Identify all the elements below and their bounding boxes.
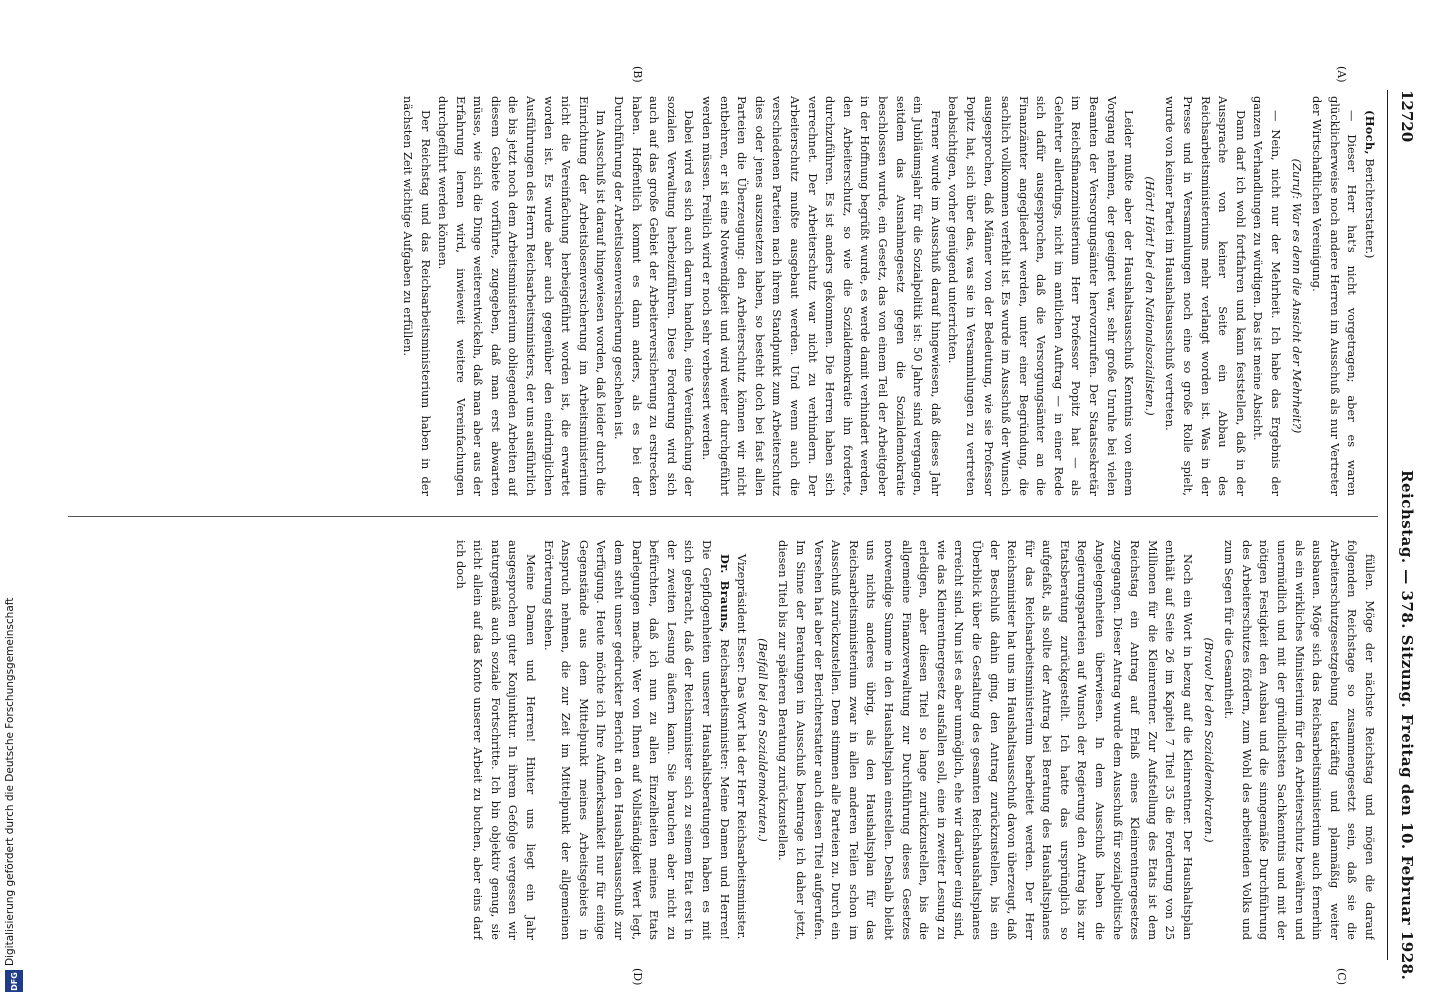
paragraph-text: Dann darf ich wohl fortfahren und kann feststellen, daß in der Aussprache von keiner Seite ein Abbau des Reichsarbeitsministeriums mehr verlangt worden ist. Was in der Presse und in Versammlungen noch eine so große Rolle spielt, wurde von keiner Partei im Haushaltsausschuß vertreten. [1163,96,1248,496]
interjection: (Bravo! bei den Sozialdemokraten.) [1201,637,1216,843]
digitization-note-strip [0,0,30,1000]
paragraph-text: Leider mußte aber der Haushaltsausschuß Kenntnis von einem Vorgang nehmen, der geeignet war, sehr große Unruhe bei vielen Beamten der Versorgungsämter hervorzurufen. Der Staatssekretär im Reichsfinanzministerium Herr Professor Popitz hat — als Gelehrter allerdings, nicht im amtlichen Auftrag — in einer Rede sich dafür ausgesprochen, daß die Versorgungsämter an die Finanzämter angegliedert werden, unter einer Begründung, die sachlich vollkommen verfehlt ist. Es wurde im Ausschuß der Wunsch ausgesprochen, daß Männer von der Bedeutung, wie sie Professor Popitz hat, sich über das, was sie in Versammlungen zu vertreten beabsichtigen, vorher genügend unterrichten. [946,96,1137,496]
paragraph-text: Dabei wird es sich auch darum handeln, eine Vereinfachung der sozialen Verwaltung herbeizuführen. Diese Forderung wird sich auch auf das große Gebiet der Arbeiterversicherung zu erstrecken haben. Hoffentlich kommt es dann anders, als es bei der Durchführung der Arbeitslosenversicherung geschehen ist. [612,96,697,496]
paragraph-text: — Dieser Herr hat's nicht vorgetragen; aber es waren glücklicherweise noch andere Herren im Ausschuß als nur Vertreter der Wirtschaftlichen Vereinigung. [1310,96,1360,496]
paragraph-text: Der Reichstag und das Reichsarbeitsministerium haben in der nächsten Zeit wichtige Aufgaben zu erfüllen. [400,96,433,496]
paragraph [539,540,733,940]
paragraph [398,96,433,496]
paragraph [451,540,539,940]
paragraph [434,96,610,496]
paragraph-text: füllen. Möge der nächste Reichstag und mögen die darauf folgenden Reichstage so zusammengesetzt sein, daß sie die Arbeiterschutzgesetzgebung tatkräftig und planmäßig weiter ausbauen. Möge sich das Reichsarbeitsministerium auch fernerhin als ein wirkliches Ministerium für den Arbeiterschutz bewähren und unermüdlich und mit der gründlichsten Sachkenntnis und mit der nötigen Festigkeit den Ausbau und die sinngemäße Durchführung des Arbeiterschutzes fördern, zum Wohl des arbeitenden Volks und zum Segen für die Gesamtheit. [1222,540,1377,940]
paragraph [1360,96,1378,496]
margin-marker-c: (C) [1335,968,1348,985]
paragraph [1308,96,1361,496]
running-title: Reichstag. — 378. Sitzung. Freitag den 10. Februar 1928. [1398,470,1416,981]
column-divider [68,516,1378,517]
paragraph-text: Ferner wurde im Ausschuß darauf hingewiesen, daß dieses Jahr ein Jubiläumsjahr für die Sozialpolitik ist: 50 Jahre sind vergangen, seitdem das Ausnahmegesetz gegen die Sozialdemokratie beschlossen wurde, ein Gesetz, das von einem Teil der Arbeitgeber in der Hoffnung begrüßt wurde, es werde damit verhindert werden, den Arbeiterschutz, so wie die Sozialdemokratie ihn forderte, durchzuführen. Es ist anders gekommen. Die Herren haben sich verrechnet. Der Arbeiterschutz war nicht zu verhindern. Der Arbeiterschutz mußte ausgebaut werden. Und wenn auch die verschiedenen Parteien nach ihrem Standpunkt zum Arbeiterschutz dies oder jenes auszusetzen haben, so besteht doch bei fast allen Parteien die Überzeugung: den Arbeiterschutz können wir nicht entbehren, er ist eine Notwendigkeit und wird weiter durchgeführt werden müssen. Freilich wird er noch sehr verbessert werden. [700,96,943,496]
paragraph [609,96,697,496]
scanned-page [30,0,1434,1000]
paragraph [1220,540,1378,940]
margin-marker-d: (D) [631,968,644,986]
dfg-logo-text: DFG [9,971,19,991]
margin-marker-a: (A) [1335,66,1348,83]
paragraph [944,96,1138,496]
paragraph [1249,96,1284,496]
paragraph-text: Reichsarbeitsminister: Meine Damen und Herren! Die Gepflogenheiten unserer Haushaltsberatungen haben es mit sich gebracht, daß der Reichsminister sich zu seinem Etat erst in der zweiten Lesung äußern kann. Sie brauchen aber nicht zu befürchten, daß ich nun zu allen Einzelheiten meines Etats Darlegungen mache. Wer von Ihnen auf Vollständigkeit Wert legt, dem steht unser gedruckter Bericht an den Haushaltsausschuß zur Verfügung. Heute möchte ich Ihre Aufmerksamkeit nur für einige Gegenstände aus dem Mittelpunkt meines Arbeitsgebiets in Anspruch nehmen, die zur Zeit im Mittelpunkt der allgemeinen Erörterung stehen. [541,540,732,940]
dfg-logo [5,970,23,992]
speaker-name: Dr. Brauns, [717,554,732,633]
paragraph-text: Im Ausschuß ist darauf hingewiesen worden, daß leider durch die Einrichtung der Arbeitslosenversicherung im Arbeitsministerium nicht die Vereinfachung herbeigeführt worden ist, die erwartet worden ist. Es wurde aber auch gegenüber den eindringlichen Ausführungen des Herrn Reichsarbeitsministers, der uns ausführlich die bis jetzt noch dem Arbeitsministerium obliegenden Arbeiten auf diesem Gebiete vorführte, zugegeben, daß man erst abwarten müsse, wie sich die Dinge weiterentwickeln, daß man aber aus der Erfahrung lernen wird, inwieweit weitere Vereinfachungen durchgeführt werden können. [436,96,609,496]
paragraph-text: Berichterstatter.) [1363,158,1377,259]
paragraph [1161,96,1249,496]
header-rule [1387,90,1388,960]
paragraph-text: Noch ein Wort in bezug auf die Kleinrentner. Der Haushaltsplan enthält auf Seite 26 im Kapitel 7 Titel 35 die Forderung von 25 Millionen für die Kleinrentner. Zur Aufstellung des Etats ist dem Reichstag ein Antrag auf Erlaß eines Kleinrentnergesetzes zugegangen. Dieser Antrag wurde dem Ausschuß für sozialpolitische Angelegenheiten überwiesen. In dem Ausschuß haben die Regierungsparteien auf Wunsch der Regierung den Antrag bis zur Etatsberatung zurückgestellt. Ich hatte das ursprünglich so aufgefaßt, als sollte der Antrag bei Beratung des Haushaltsplanes für das Reichsarbeitsministerium bearbeitet werden. Der Herr Reichsminister hat uns im Haushaltsausschuß davon überzeugt, daß der Beschluß dahin ging, den Antrag zurückzustellen, bis ein Überblick über die Gestaltung des gesamten Reichshaushaltsplanes erreicht sind. Nun ist es aber unmöglich, ehe wir darüber einig sind, wie das Kleinrentnergesetz ausfallen soll, eine in zweiter Lesung zu erledigen, aber diesen Titel so lange zurückzustellen, bis die allgemeine Finanzverwaltung zur Durchführung dieses Gesetzes notwendige Summe in den Haushaltsplan einstellen. Deshalb bleibt uns nichts anderes übrig, als den Haushaltsplan für das Reichsarbeitsministerium zwar in allen anderen Teilen schon im Ausschuß zurückzustellen. Dem stimmen alle Parteien zu. Durch ein Versehen hat aber der Berichterstatter auch diesen Titel aufgerufen. Im Sinne der Beratungen im Ausschuß beantrage ich daher jetzt, diesen Titel bis zur späteren Beratung zurückzustellen. [776,540,1196,940]
left-text-column [58,96,1378,496]
paragraph-text: Meine Damen und Herren! Hinter uns liegt ein Jahr ausgesprochen guter Konjunktur. In ihrem Gefolge vergessen wir naturgemäß auch soziale Fortschritte. Ich bin objektiv genug, sie nicht allein auf das Konto unserer Arbeit zu buchen, aber eins darf ich doch [453,540,539,940]
speaker-name: (Hoch, [1363,110,1377,155]
interjection: (Hört! Hört! bei den Nationalsozialisten.) [1142,176,1157,416]
margin-marker-b: (B) [631,66,644,83]
page-header [1392,90,1416,981]
right-text-column [58,540,1378,940]
digitization-note: Digitalisierung gefördert durch die Deutsche Forschungsgemeinschaft [4,597,16,966]
page-number: 12720 [1398,90,1416,143]
interjection: (Beifall bei den Sozialdemokraten.) [755,638,770,842]
paragraph [774,540,1196,940]
paragraph [697,96,943,496]
page-sheet [30,0,1434,1000]
interjection: (Zuruf: War es denn die Ansicht der Mehrheit?) [1289,158,1304,434]
paragraph-text: — Nein, nicht nur der Mehrheit. Ich habe das Ergebnis der ganzen Verhandlungen zu würdigen. Das ist meine Absicht. [1251,96,1284,496]
paragraph [733,540,751,940]
paragraph-text: Vizepräsident Esser: Das Wort hat der Herr Reichsarbeitsminister. [735,554,750,940]
